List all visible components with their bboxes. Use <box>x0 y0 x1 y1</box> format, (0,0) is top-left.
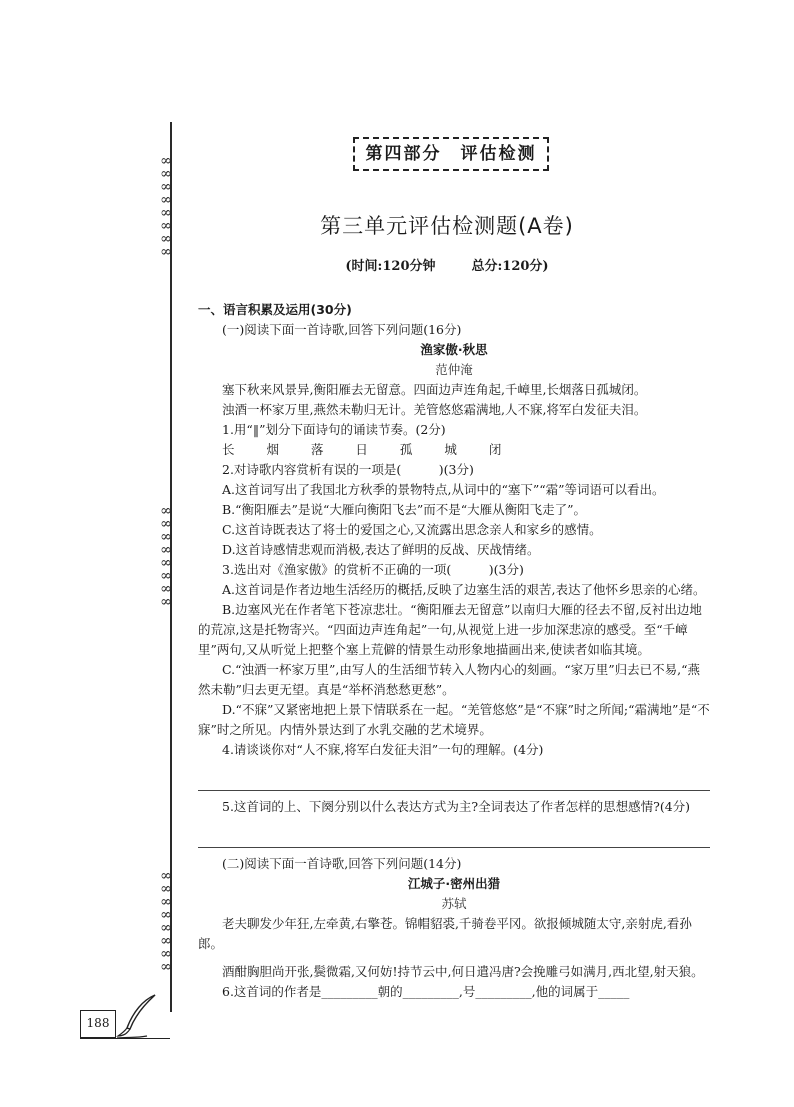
binding-ring-icon: ∞ <box>160 218 172 234</box>
question-5: 5.这首词的上、下阕分别以什么表达方式为主?全词表达了作者怎样的思想感情?(4分) <box>222 799 691 814</box>
binding-ring-icon: ∞ <box>160 503 172 519</box>
answer-line-5 <box>198 847 710 848</box>
binding-ring-icon: ∞ <box>160 192 172 208</box>
exam-meta <box>200 255 694 274</box>
question-3: 3.选出对《渔家傲》的赏析不正确的一项( )(3分) <box>222 562 524 577</box>
poem1-title: 渔家傲·秋思 <box>420 342 488 357</box>
question-2: 2.对诗歌内容赏析有误的一项是( )(3分) <box>222 462 474 477</box>
question-2-option-d: D.这首诗感情悲观而消极,表达了鲜明的反战、厌战情绪。 <box>222 542 540 557</box>
poem2-title: 江城子·密州出猎 <box>407 876 501 891</box>
binding-ring-icon: ∞ <box>160 529 172 545</box>
poem1-author: 范仲淹 <box>435 362 473 377</box>
poem2-para2: 酒酣胸胆尚开张,鬓微霜,又何妨!持节云中,何日遣冯唐?会挽雕弓如满月,西北望,射天狼。 <box>222 964 704 979</box>
subsection-a-heading: (一)阅读下面一首诗歌,回答下列问题(16分) <box>222 322 462 337</box>
binding-rings-bottom <box>146 870 186 974</box>
total-score: 总分:120分) <box>471 259 549 274</box>
question-2-option-c: C.这首诗既表达了将士的爱国之心,又流露出思念亲人和家乡的感情。 <box>222 522 602 537</box>
question-2-option-b: B.“衡阳雁去”是说“大雁向衡阳飞去”而不是“大雁从衡阳飞走了”。 <box>222 502 587 517</box>
binding-ring-icon: ∞ <box>160 920 172 936</box>
binding-ring-icon: ∞ <box>160 555 172 571</box>
poem2-para1: 老夫聊发少年狂,左牵黄,右擎苍。锦帽貂裘,千骑卷平冈。欲报倾城随太守,亲射虎,看孙郎。 <box>198 916 692 951</box>
question-4: 4.请谈谈你对“人不寐,将军白发征夫泪”一句的理解。(4分) <box>222 742 544 757</box>
binding-ring-icon: ∞ <box>160 244 172 260</box>
binding-ring-icon: ∞ <box>160 907 172 923</box>
question-3-option-d: D.“不寐”又紧密地把上景下情联系在一起。“羌管悠悠”是“不寐”时之所闻;“霜满地”是“不寐”时之所见。内情外景达到了水乳交融的艺术境界。 <box>198 702 710 737</box>
subsection-b-heading: (二)阅读下面一首诗歌,回答下列问题(14分) <box>222 856 462 871</box>
binding-ring-icon: ∞ <box>160 568 172 584</box>
time-limit: (时间:120分钟 <box>345 259 436 274</box>
binding-ring-icon: ∞ <box>160 231 172 247</box>
binding-ring-icon: ∞ <box>160 205 172 221</box>
question-3-option-c: C.“浊酒一杯家万里”,由写人的生活细节转入人物内心的刻画。“家万里”归去已不易,“燕然未勒”归去更无望。真是“举杯消愁愁更愁”。 <box>198 662 700 697</box>
page-number: 188 <box>80 1010 116 1038</box>
answer-space-5 <box>198 817 710 837</box>
binding-ring-icon: ∞ <box>160 179 172 195</box>
binding-ring-icon: ∞ <box>160 594 172 610</box>
quill-pen-icon <box>115 992 159 1040</box>
binding-ring-icon: ∞ <box>160 166 172 182</box>
binding-rings-top <box>146 155 186 259</box>
page-title: 第三单元评估检测题(A卷) <box>320 214 574 238</box>
binding-ring-icon: ∞ <box>160 868 172 884</box>
question-1-line: 长 烟 落 日 孤 城 闭 <box>222 442 516 457</box>
binding-ring-icon: ∞ <box>160 959 172 975</box>
binding-ring-icon: ∞ <box>160 933 172 949</box>
question-6: 6.这首词的作者是_________朝的_________,号_________,他的词属于_____ <box>222 984 630 999</box>
binding-ring-icon: ∞ <box>160 153 172 169</box>
part-label: 第四部分 评估检测 <box>365 144 537 164</box>
answer-space-4 <box>198 760 710 780</box>
footer-rule <box>80 1038 170 1039</box>
section-heading: 一、语言积累及运用(30分) <box>198 302 352 317</box>
poem1-line2: 浊酒一杯家万里,燕然未勒归无计。羌管悠悠霜满地,人不寐,将军白发征夫泪。 <box>222 402 647 417</box>
poem2-author: 苏轼 <box>441 896 467 911</box>
binding-ring-icon: ∞ <box>160 516 172 532</box>
binding-ring-icon: ∞ <box>160 894 172 910</box>
binding-ring-icon: ∞ <box>160 542 172 558</box>
question-2-option-a: A.这首词写出了我国北方秋季的景物特点,从词中的“塞下”“霜”等词语可以看出。 <box>222 482 665 497</box>
question-3-option-a: A.这首词是作者边地生活经历的概括,反映了边塞生活的艰苦,表达了他怀乡思亲的心绪。 <box>222 582 706 597</box>
exam-content <box>198 300 710 1002</box>
binding-rings-middle <box>146 505 186 609</box>
part-label-box <box>353 137 549 171</box>
answer-line-4 <box>198 790 710 791</box>
question-3-option-b: B.边塞风光在作者笔下苍凉悲壮。“衡阳雁去无留意”以南归大雁的径去不留,反衬出边地的荒凉,这是托物寄兴。“四面边声连角起”一句,从视觉上进一步加深悲凉的感受。至“千嶂里”两句,又从听觉上把整个塞上荒僻的情景生动形象地描画出来,使读者如临其境。 <box>198 602 702 657</box>
question-1: 1.用“‖”划分下面诗句的诵读节奏。(2分) <box>222 422 446 437</box>
binding-ring-icon: ∞ <box>160 581 172 597</box>
binding-ring-icon: ∞ <box>160 946 172 962</box>
poem1-line1: 塞下秋来风景异,衡阳雁去无留意。四面边声连角起,千嶂里,长烟落日孤城闭。 <box>222 382 647 397</box>
binding-ring-icon: ∞ <box>160 881 172 897</box>
